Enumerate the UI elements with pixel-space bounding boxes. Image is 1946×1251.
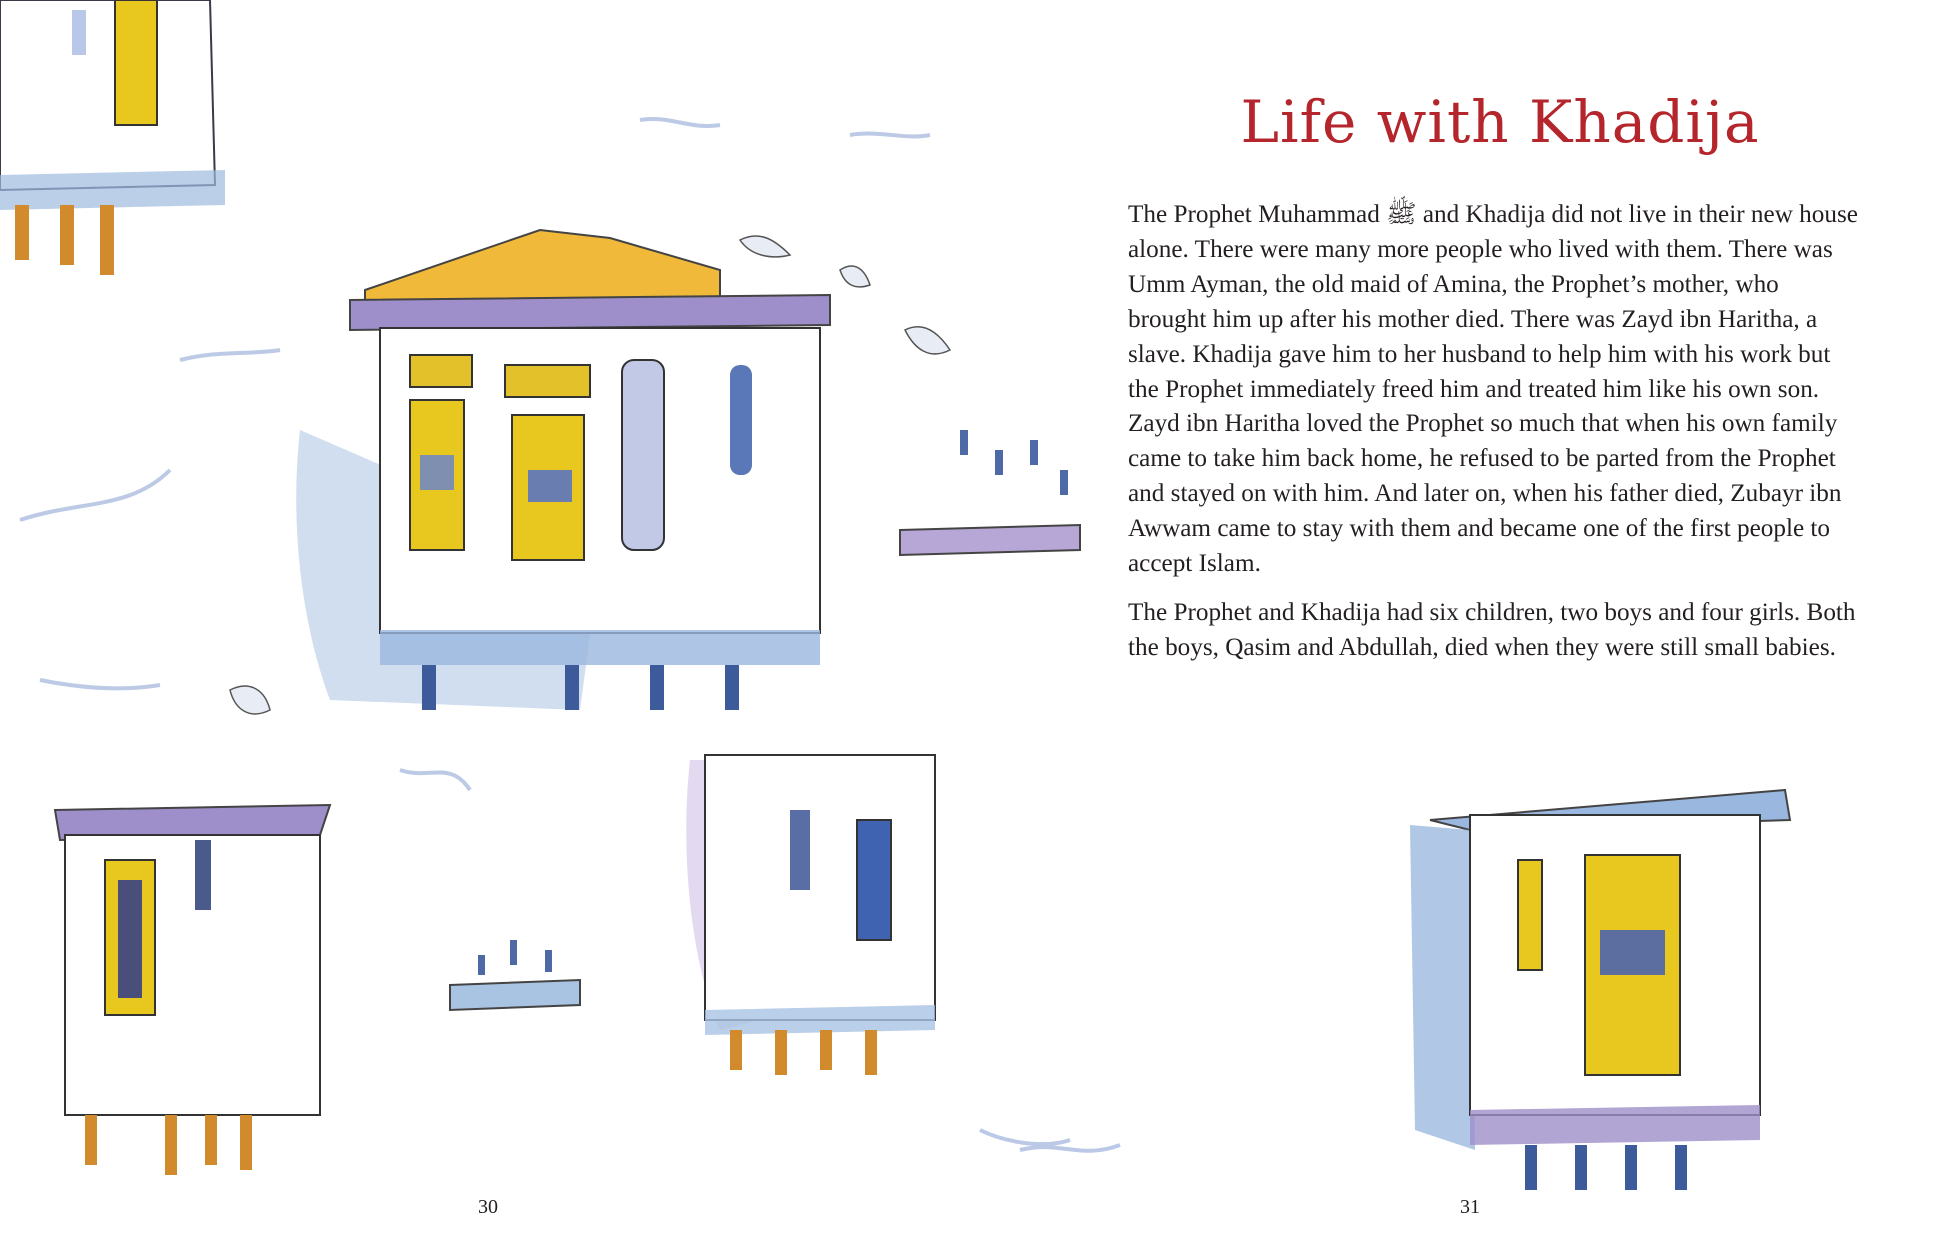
house-bottom-right — [1410, 790, 1790, 1190]
balcony-bottom — [450, 940, 580, 1010]
paragraph: The Prophet and Khadija had six children, two boys and four girls. Both the boys, Qasim and Abdullah, died when they were still small babies. — [1128, 598, 1856, 661]
house-bottom-left — [55, 805, 330, 1175]
house-bottom-middle — [686, 755, 935, 1075]
chapter-body — [1128, 198, 1858, 680]
page-number-right: 31 — [1460, 1196, 1480, 1218]
house-top-left — [0, 0, 225, 275]
chapter-title: Life with Khadija — [1240, 88, 1760, 156]
balcony-right — [900, 430, 1080, 555]
house-center — [296, 230, 830, 710]
paragraph: The Prophet Muhammad ﷺ and Khadija did not live in their new house alone. There were many more people who lived with them. There was Umm Ayman, the old maid of Amina, the Prophet’s mother, who brought him up after his mother died. There was Zayd ibn Haritha, a slave. Khadija gave him to her husband to help him with his work but the Prophet immediately freed him and treated him like his own son. Zayd ibn Haritha loved the Prophet so much that when his own family came to take him back home, he refused to be parted from the Prophet and stayed on with him. And later on, when his father died, Zubayr ibn Awwam came to stay with them and became one of the first people to accept Islam. — [1128, 201, 1858, 578]
page-number-left: 30 — [478, 1196, 498, 1218]
